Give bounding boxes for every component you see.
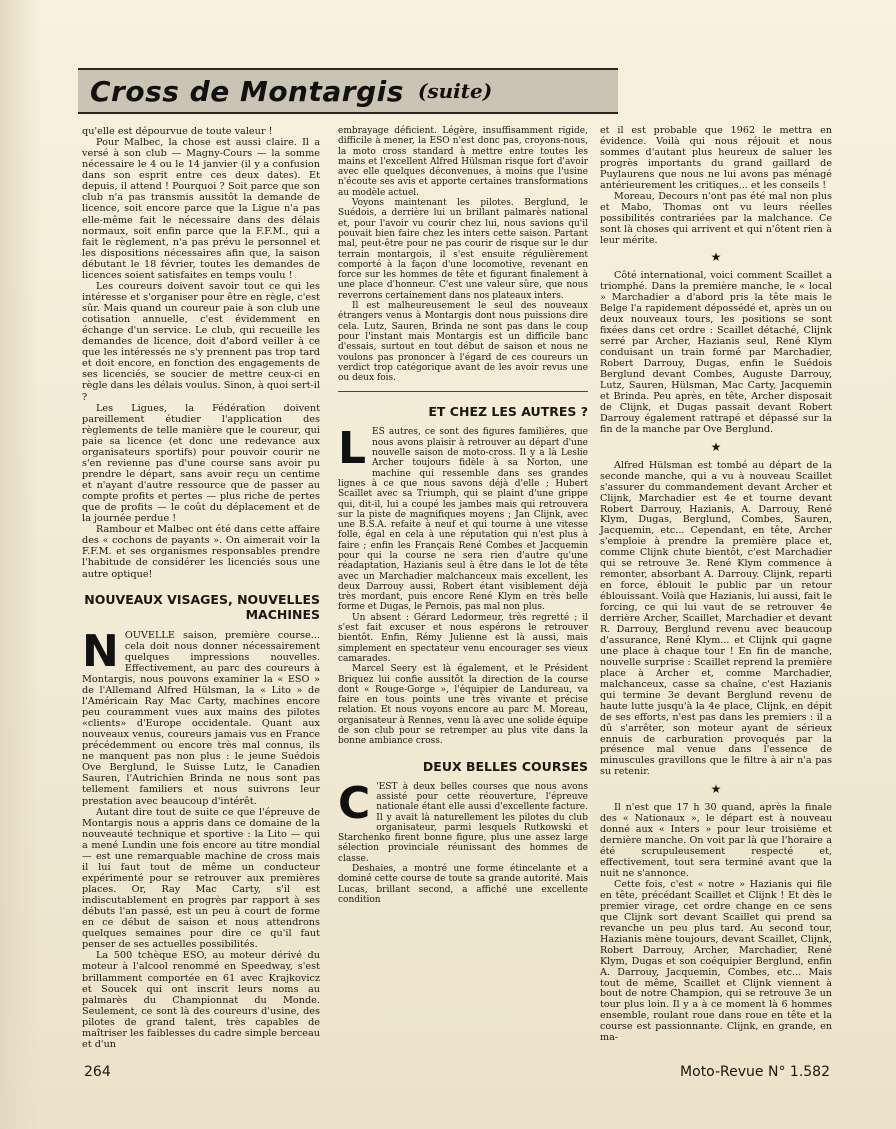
article-banner xyxy=(78,68,618,114)
paragraph: Deshaies, a montré une forme étincelante et a dominé cette course de toute sa grande autorité. Mais Lucas, brillant second, a affiché une excellente condition xyxy=(338,864,588,905)
section-heading: NOUVEAUX VISAGES, NOUVELLES MACHINES xyxy=(84,591,320,622)
dropcap: C xyxy=(338,777,371,829)
paragraph: Marcel Seery est là également, et le Président Briquez lui confie aussitôt la direction de la course dont « Rouge-Gorge », l'équipier de Landureau, va faire en tous points une très vivante et précise relation. Et nous voyons encore au parc M. Moreau, organisateur à Rennes, venu là avec une solide équipe de son club pour se retremper au plus vite dans la bonne ambiance cross. xyxy=(338,664,588,747)
paragraph-text: OUVELLE saison, première course... cela doit nous donner nécessairement quelques impressions nouvelles. Effectivement, au parc des coureurs à Montargis, nous pouvons examiner la « ESO » de l'Allemand Alfred Hülsman, la « Lito » de l'Américain Ray Mac Carty, machines encore peu couramment vues aux mains des pilotes «clients» d'Europe occidentale. Quant aux nouveaux venus, coureurs jamais vus en France précédemment ou encore très mal connus, ils ne manquent pas non plus : le jeune Suédois Ove Berglund, le Suisse Lutz, le Canadien Sauren, l'Autrichien Brinda ne nous sont pas tellement familiers et nous suivrons leur prestation avec beaucoup d'intérêt. xyxy=(82,629,320,807)
paragraph: Un absent : Gérard Ledormeur, très regretté ; il s'est fait excuser et nous espérons le retrouver bientôt. Enfin, Rémy Julienne est là aussi, mais simplement en spectateur venu encourager ses vieux camarades. xyxy=(338,612,588,664)
star-separator: ★ xyxy=(710,250,722,265)
star-separator: ★ xyxy=(710,782,722,797)
paragraph xyxy=(338,423,588,613)
article-title-suffix: (suite) xyxy=(417,79,493,103)
star-separator: ★ xyxy=(710,439,722,454)
paragraph: Moreau, Decours n'ont pas été mal non plus et Mabo, Thomas ont vu leurs réelles possibilités contrariées par la malchance. Ce sont là choses qui arrivent et qui n'ôtent rien à leur mérite. xyxy=(600,190,832,246)
dropcap: L xyxy=(338,423,367,475)
dropcap: N xyxy=(82,625,119,677)
paragraph-text: ES autres, ce sont des figures familières, que nous avons plaisir à retrouver au départ d'une nouvelle saison de moto-cross. Il y a là Leslie Archer toujours fidèle à sa Norton, une machine qui ressemble dans ses grandes lignes à ce que nous savons déjà d'elle ; Hubert Scaillet avec sa Triumph, qui se plaint d'une grippe qui, dit-il, lui a coupé les jambes mais qui retrouvera sur la piste de magnifiques moyens ; Jan Clijnk, avec une B.S.A. refaite à neuf et qui tourne à une vitesse folle, égal en cela à une réputation qui n'est plus à faire ; enfin les Français René Combes et Jacquemin pour qui la course ne sera rien d'autre qu'une réadaptation, Hazianis seul à être dans le lot de tête avec un Marchadier malchanceux mais excellent, les deux Darrouy aussi, Robert étant visiblement déjà très mordant, puis encore René Klym en très belle forme et Dugas, le Pernois, pas mal non plus. xyxy=(338,427,588,613)
column-2 xyxy=(338,126,588,906)
paragraph: et il est probable que 1962 le mettra en évidence. Voilà qui nous réjouit et nous sommes d'autant plus heureux de saluer les progrès importants du grand gaillard de Puylaurens que nous ne lui avons pas ménagé antérieurement les critiques... et les conseils ! xyxy=(600,125,832,191)
paragraph: Voyons maintenant les pilotes. Berglund, le Suédois, a derrière lui un brillant palmarès national et, pour l'avoir vu courir chez lui, nous savions qu'il pouvait bien faire chez les inters cette saison. Partant mal, peut-être pour ne pas courir de risque sur le dur terrain montargois, il s'est ensuite régulièrement comporté à la façon d'une locomotive, revenant en force sur les hommes de tête et figurant finalement à une place d'honneur. C'est une valeur sûre, que nous reverrons certainement dans nos plateaux inters. xyxy=(338,198,588,301)
paragraph: Côté international, voici comment Scaillet a triomphé. Dans la première manche, le « local » Marchadier a d'abord pris la tête mais le Belge l'a rapidement dépossédé et, après un ou deux nouveaux tours, les positions se sont fixées dans cet ordre : Scaillet détaché, Clijnk serré par Archer, Hazianis seul, René Klym conduisant un train formé par Marchadier, Robert Darrouy, Dugas, enfin le Suédois Berglund devant Combes, Auguste Darrouy, Lutz, Sauren, Hülsman, Mac Carty, Jacquemin et Brinda. Peu après, en tête, Archer disposait de Clijnk, et Dugas passait devant Robert Darrouy également rattrapé et dépassé sur la fin de la manche par Ove Berglund. xyxy=(600,270,832,435)
paragraph: embrayage déficient. Légère, insuffisamment rigide, difficile à mener, la ESO n'est donc pas, croyons-nous, la moto cross standard à mettre entre toutes les mains et l'excellent Alfred Hülsman risque fort d'avoir avec elle quelques déconvenues, à moins que l'usine n'écoute ses avis et apporte certaines transformations au modèle actuel. xyxy=(338,126,588,198)
paragraph: Rambour et Malbec ont été dans cette affaire des « cochons de payants ». On aimerait voir la F.F.M. et ses organismes responsables prendre l'habitude de considérer les licenciés sous une autre optique! xyxy=(82,524,320,580)
paragraph: Pour Malbec, la chose est aussi claire. Il a versé à son club — Magny-Cours — la somme nécessaire le 4 ou le 14 janvier (il y a confusion dans son esprit entre ces deux dates). Et depuis, il attend ! Pourquoi ? Soit parce que son club n'a pas transmis aussitôt la demande de licence, soit encore parce que la Ligue n'a pas elle-même fait le nécessaire dans des délais normaux, soit enfin parce que la F.F.M., qui a fait le règlement, n'a pas prévu le personnel et les dispositions nécessaires afin que, la saison débutant le 18 février, toutes les demandes de licences soient satisfaites en temps voulu ! xyxy=(82,137,320,281)
section-heading: DEUX BELLES COURSES xyxy=(422,758,588,774)
page-edge-shadow xyxy=(0,0,40,1129)
paragraph xyxy=(338,777,588,864)
paragraph: Il n'est que 17 h 30 quand, après la finale des « Nationaux », le départ est à nouveau donné aux « Inters » pour leur troisième et dernière manche. On voit par là que l'horaire a été scrupuleusement respecté et, effectivement, tout sera terminé avant que la nuit ne s'annonce. xyxy=(600,802,832,879)
section-divider xyxy=(338,391,588,392)
paragraph: Alfred Hülsman est tombé au départ de la seconde manche, qui a vu à nouveau Scaillet s'assurer du commandement devant Archer et Clijnk, Marchadier est 4e et tourne devant Robert Darrouy, Hazianis, A. Darrouy, René Klym, Dugas, Berglund, Combes, Sauren, Jacquemin, etc... Cependant, en tête, Archer s'emploie à prendre la première place et, comme Clijnk chute bientôt, c'est Marchadier qui se retrouve 3e. René Klym commence à remonter, absorbant A. Darrouy. Clijnk, reparti en force, éblouit le public par un retour éblouissant. Voilà que Hazianis, lui aussi, fait le forcing, ce qui lui vaut de se retrouver 4e derrière Archer, Scaillet, Marchadier et devant R. Darrouy, Berglund revenu avec beaucoup d'assurance, René Klym... et Clijnk qui gagne une place à chaque tour ! En fin de manche, nouvelle surprise : Scaillet reprend la première place à Archer et, comme Marchadier, malchanceux, casse sa chaîne, c'est Hazianis qui termine 3e devant Berglund revenu de haute lutte jusqu'à la 4e place, Clijnk, en dépit de ses efforts, n'est pas dans les premiers : il a dû s'arrêter, son moteur ayant de sérieux ennuis de carburation provoqués par la présence mal venue dans l'essence de minuscules gravillons que le filtre à air n'a pas su retenir. xyxy=(600,459,832,778)
column-3 xyxy=(600,126,832,1046)
column-1 xyxy=(82,126,320,1056)
paragraph: La 500 tchèque ESO, au moteur dérivé du moteur à l'alcool renommé en Speedway, s'est brillamment comportée en 61 avec Krajkovicz et Soucek qui ont inscrit leurs noms au palmarès du Championnat du Monde. Seulement, ce sont là des coureurs d'usine, des pilotes de grand talent, très capables de maîtriser les faiblesses du cadre simple berceau et d'un xyxy=(82,950,320,1050)
paragraph-text: 'EST à deux belles courses que nous avons assisté pour cette réouverture, l'épreuve nationale étant elle aussi d'excellente facture. Il y avait là naturellement les pilotes du club organisateur, parmi lesquels Rutkowski et Starchenko firent bonne figure, plus une assez large sélection provinciale réunissant des hommes de classe. xyxy=(338,781,588,864)
magazine-issue: Moto-Revue N° 1.582 xyxy=(680,1064,830,1080)
page-number: 264 xyxy=(84,1064,111,1080)
article-title: Cross de Montargis xyxy=(90,74,404,108)
paragraph: qu'elle est dépourvue de toute valeur ! xyxy=(82,126,273,137)
paragraph xyxy=(82,625,320,807)
paragraph: Cette fois, c'est « notre » Hazianis qui file en tête, précédant Scaillet et Clijnk ! Et dès le premier virage, cet ordre change en ce sens que Clijnk sort devant Scaillet qui prend sa revanche un peu plus tard. Au second tour, Hazianis mène toujours, devant Scaillet, Clijnk, Robert Darrouy, Archer, Marchadier, René Klym, Dugas et son coéquipier Berglund, enfin A. Darrouy, Jacquemin, Combes, etc... Mais tout de même, Scaillet et Clijnk viennent à bout de notre Champion, qui se retrouve 3e un tour plus loin. Il y a à ce moment là 6 hommes ensemble, roulant roue dans roue en tête et la course est passionnante. Clijnk, en grande, en ma- xyxy=(600,878,832,1044)
paragraph: Il est malheureusement le seul des nouveaux étrangers venus à Montargis dont nous puissions dire cela. Lutz, Sauren, Brinda ne sont pas dans le coup pour l'instant mais Montargis est un difficile banc d'essais, surtout en tout début de saison et nous ne voulons pas prononcer à l'égard de ces coureurs un verdict trop catégorique avant de les avoir revus une ou deux fois. xyxy=(338,301,588,384)
paragraph: Les coureurs doivent savoir tout ce qui les intéresse et s'organiser pour être en règle, c'est sûr. Mais quand un coureur paie à son club une cotisation annuelle, c'est évidemment en échange d'un service. Le club, qui recueille les demandes de licence, doit d'abord veiller à ce que les intéressés ne s'y prennent pas trop tard et doit encore, en fonction des engagements de ses licenciés, se soucier de mettre ceux-ci en règle dans les délais voulus. Sinon, à quoi sert-il ? xyxy=(82,280,320,403)
paragraph: Autant dire tout de suite ce que l'épreuve de Montargis nous a appris dans ce domaine de la nouveauté technique et sportive : la Lito — qui a mené Lundin une fois encore au titre mondial — est une remarquable machine de cross mais il lui faut tout de même un conducteur expérimenté pour se retrouver aux premières places. Or, Ray Mac Carty, s'il est indiscutablement en progrès par rapport à ses débuts l'an passé, est un peu à court de forme en ce début de saison et nous attendrons quelques semaines pour dire ce qu'il faut penser de ses actuelles possibilités. xyxy=(82,806,320,951)
section-heading: ET CHEZ LES AUTRES ? xyxy=(428,404,588,420)
paragraph: Les Ligues, la Fédération doivent pareillement étudier l'application des règlements de telle manière que le coureur, qui paie sa licence (et donc une redevance aux organisateurs sportifs) pour pouvoir courir ne s'en revienne pas d'une course sans avoir pu prendre le départ, sans avoir reçu un centime et n'ayant d'autre ressource que de passer au compte profits et pertes — plus riche de pertes que de profits — le coût du déplacement et de la journée perdue ! xyxy=(82,402,320,525)
